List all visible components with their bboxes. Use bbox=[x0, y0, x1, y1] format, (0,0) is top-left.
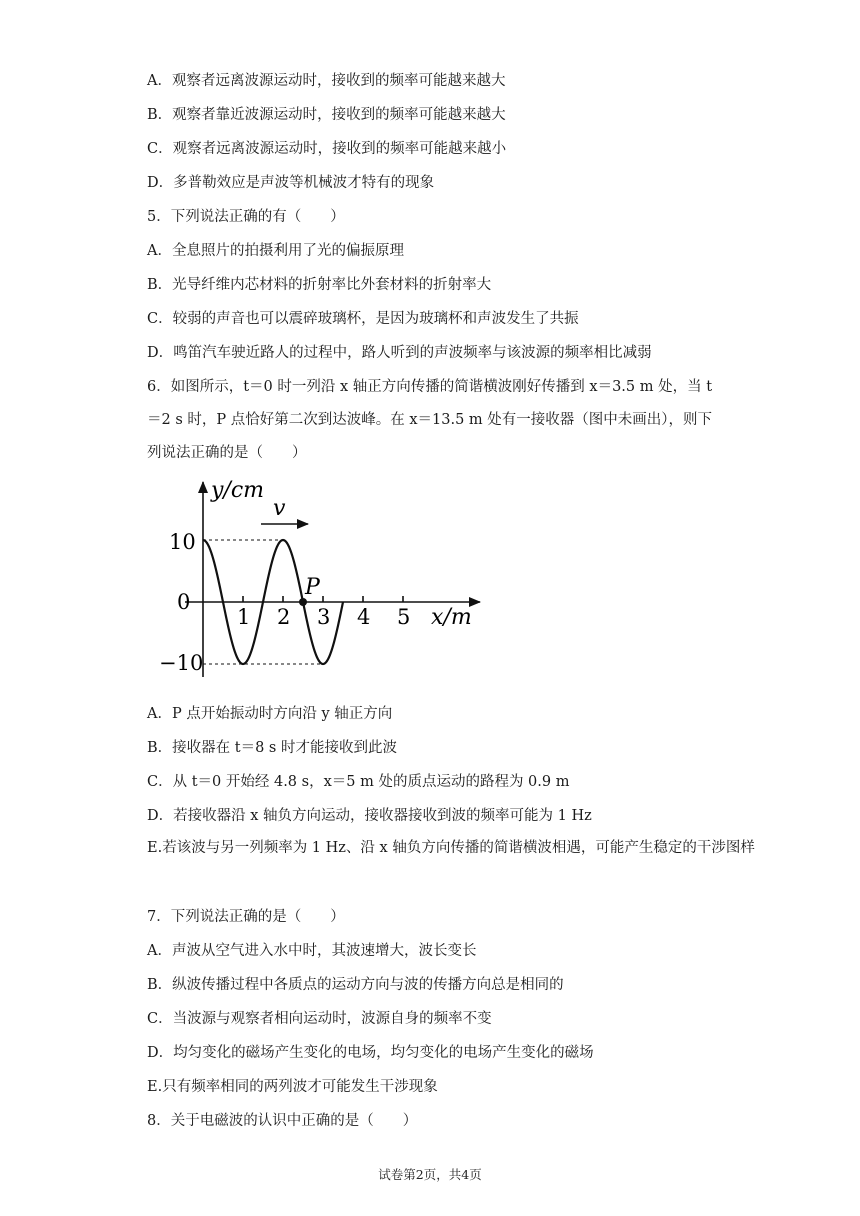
q4-option-d: D．多普勒效应是声波等机械波才特有的现象 bbox=[147, 175, 435, 191]
q5-stem: 5．下列说法正确的有（ ） bbox=[147, 209, 345, 225]
q7-option-d: D．均匀变化的磁场产生变化的电场，均匀变化的电场产生变化的磁场 bbox=[147, 1045, 594, 1061]
q7-option-a: A．声波从空气进入水中时，其波速增大，波长变长 bbox=[147, 943, 477, 959]
q6-stem-line3: 列说法正确的是（ ） bbox=[147, 445, 307, 461]
x-tick-label-1: 1 bbox=[237, 605, 251, 629]
wave-graph bbox=[155, 472, 495, 687]
q4-option-b: B．观察者靠近波源运动时，接收到的频率可能越来越大 bbox=[147, 107, 506, 123]
origin-label: 0 bbox=[177, 590, 191, 614]
y-tick-label-10: 10 bbox=[169, 530, 196, 554]
x-tick-label-2: 2 bbox=[277, 605, 291, 629]
x-tick-label-4: 4 bbox=[357, 605, 371, 629]
q6-option-e: E.若该波与另一列频率为 1 Hz、沿 x 轴负方向传播的简谐横波相遇，可能产生稳定的干涉图样 bbox=[147, 840, 755, 856]
axis-ticks bbox=[243, 596, 403, 602]
x-tick-label-5: 5 bbox=[397, 605, 411, 629]
q7-option-c: C．当波源与观察者相向运动时，波源自身的频率不变 bbox=[147, 1011, 492, 1027]
q7-stem: 7．下列说法正确的是（ ） bbox=[147, 909, 345, 925]
q5-option-c: C．较弱的声音也可以震碎玻璃杯，是因为玻璃杯和声波发生了共振 bbox=[147, 311, 579, 327]
page-footer: 试卷第2页，共4页 bbox=[378, 1167, 482, 1182]
q6-option-b: B．接收器在 t＝8 s 时才能接收到此波 bbox=[147, 740, 397, 756]
y-tick-label-neg10: −10 bbox=[159, 651, 204, 675]
x-axis-label: x/m bbox=[431, 605, 472, 630]
q6-option-d: D．若接收器沿 x 轴负方向运动，接收器接收到波的频率可能为 1 Hz bbox=[147, 808, 592, 824]
q7-option-b: B．纵波传播过程中各质点的运动方向与波的传播方向总是相同的 bbox=[147, 977, 564, 993]
q6-stem-line1: 6．如图所示，t＝0 时一列沿 x 轴正方向传播的简谐横波刚好传播到 x＝3.5 m 处，当 t bbox=[147, 379, 713, 395]
y-axis-label: y/cm bbox=[211, 478, 265, 503]
q4-option-c: C．观察者远离波源运动时，接收到的频率可能越来越小 bbox=[147, 141, 507, 157]
q5-option-a: A．全息照片的拍摄利用了光的偏振原理 bbox=[147, 243, 404, 259]
q5-option-d: D．鸣笛汽车驶近路人的过程中，路人听到的声波频率与该波源的频率相比减弱 bbox=[147, 345, 652, 361]
q7-option-e: E.只有频率相同的两列波才可能发生干涉现象 bbox=[147, 1079, 438, 1095]
q4-option-a: A．观察者远离波源运动时，接收到的频率可能越来越大 bbox=[147, 73, 506, 89]
velocity-label: v bbox=[273, 496, 286, 521]
x-tick-label-3: 3 bbox=[317, 605, 331, 629]
q5-option-b: B．光导纤维内芯材料的折射率比外套材料的折射率大 bbox=[147, 277, 492, 293]
point-p-label: P bbox=[305, 575, 320, 600]
q6-option-a: A．P 点开始振动时方向沿 y 轴正方向 bbox=[147, 706, 393, 722]
q6-option-c: C．从 t＝0 开始经 4.8 s，x＝5 m 处的质点运动的路程为 0.9 m bbox=[147, 774, 570, 790]
q6-stem-line2: ＝2 s 时，P 点恰好第二次到达波峰。在 x＝13.5 m 处有一接收器（图中未画出），则下 bbox=[147, 412, 713, 428]
q8-stem: 8．关于电磁波的认识中正确的是（ ） bbox=[147, 1113, 418, 1129]
